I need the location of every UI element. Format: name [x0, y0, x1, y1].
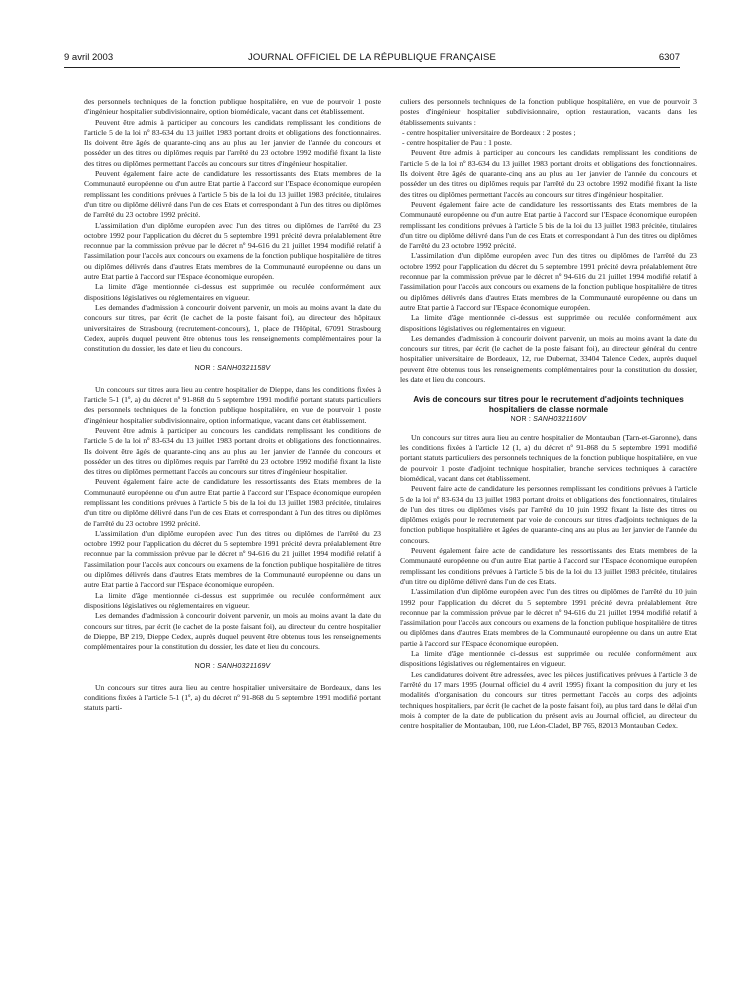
paragraph: Un concours sur titres aura lieu au centre hospitalier de Dieppe, dans les conditions fixées à l'article 5-1 (1º, a) du décret nº 91-868 du 5 septembre 1991 modifié portant statuts particuliers des personnels techniques de la fonction publique hospitalière, en vue de pourvoir 1 poste d'ingénieur hospitalier subdivisionnaire, option informatique, vacant dans cet établissement. [84, 384, 381, 425]
nor-reference [84, 364, 381, 374]
paragraph: Les demandes d'admission à concourir doivent parvenir, un mois au moins avant la date du concours sur titres, par écrit (le cachet de la poste faisant foi), au directeur général du centre hospitalier universitaire de Bordeaux, 12, rue Dubernat, 33404 Talence Cedex, auprès duquel peuvent être obtenus tous les renseignements complémentaires pour la constitution du dossier, les date et lieu du concours. [400, 333, 697, 385]
header-rule [64, 67, 680, 68]
list-item: - centre hospitalier universitaire de Bordeaux : 2 postes ; [402, 127, 576, 137]
paragraph: Un concours sur titres aura lieu au centre hospitalier de Montauban (Tarn-et-Garonne), dans les conditions fixées à l'article 12 (1, a) du décret nº 91-868 du 5 septembre 1991 modifié portant statuts particuliers des personnels techniques de la fonction publique hospitalière, en vue de pourvoir 1 poste d'adjoint technique hospitalier, branche services techniques à caractère biomédical, vacant dans cet établissement. [400, 432, 697, 483]
paragraph: La limite d'âge mentionnée ci-dessus est supprimée ou reculée conformément aux dispositions législatives ou réglementaires en vigueur. [400, 313, 697, 333]
right-column [400, 97, 697, 990]
issue-date: 9 avril 2003 [64, 52, 114, 63]
paragraph: culiers des personnels techniques de la fonction publique hospitalière, en vue de pourvoir 3 postes d'ingénieur hospitalier subdivisionnaire, option restauration, vacants dans les établissements suivants : [400, 97, 697, 127]
paragraph: Peuvent être admis à participer au concours les candidats remplissant les conditions de l'article 5 de la loi nº 83-634 du 13 juillet 1983 portant droits et obligations des fonctionnaires. Ils doivent être âgés de quarante-cinq ans au plus au 1er janvier de l'année du concours et posséder un des titres ou diplômes requis par l'arrêté du 23 octobre 1992 modifié fixant la liste des titres ou diplômes permettant l'accès au concours sur titres d'ingénieur hospitalier. [84, 117, 381, 168]
left-column [84, 97, 381, 990]
journal-title: JOURNAL OFFICIEL DE LA RÉPUBLIQUE FRANÇAISE [247, 52, 497, 63]
nor-code: SANH0321169V [217, 663, 271, 671]
paragraph: Les demandes d'admission à concourir doivent parvenir, un mois au moins avant la date du concours sur titres, par écrit (le cachet de la poste faisant foi), au directeur du centre hospitalier de Dieppe, BP 219, Dieppe Cedex, auprès duquel peuvent être obtenus tous les renseignements complémentaires pour la constitution du dossier, les date et lieu du concours. [84, 611, 381, 652]
nor-reference [400, 415, 697, 425]
paragraph: La limite d'âge mentionnée ci-dessus est supprimée ou reculée conformément aux dispositions législatives ou réglementaires en vigueur. [84, 282, 381, 302]
nor-reference [84, 662, 381, 672]
paragraph: Peuvent faire acte de candidature les personnes remplissant les conditions prévues à l'article 5 de la loi nº 83-634 du 13 juillet 1983 portant droits et obligations des fonctionnaires, titulaires de l'un des titres ou diplômes visés par l'arrêté du 10 juin 1992 fixant la liste des titres ou diplômes exigés pour le recrutement par voie de concours sur titres d'adjoints techniques de la fonction publique hospitalière et âgées de quarante-cinq ans au plus au 1er janvier de l'année du concours. [400, 484, 697, 545]
nor-code: SANH0321158V [217, 365, 271, 373]
paragraph: Peuvent également faire acte de candidature les ressortissants des Etats membres de la Communauté européenne ou d'un autre Etat partie à l'accord sur l'Espace économique européen remplissant les conditions prévues à l'article 5 bis de la loi du 13 juillet 1983 précitée, titulaires d'un titre ou diplôme délivré dans l'un de ces Etats et correspondant à l'un des titres ou diplômes de l'arrêté du 23 octobre 1992 précité. [84, 477, 381, 528]
notice-title: Avis de concours sur titres pour le recrutement d'adjoints techniques hospitaliers de classe normale [413, 395, 684, 414]
paragraph: Peuvent également faire acte de candidature les ressortissants des Etats membres de la Communauté européenne ou d'un autre Etat partie à l'accord sur l'Espace économique européen remplissant les conditions prévues à l'article 5 bis de la loi du 13 juillet 1983 précitée, titulaires d'un titre ou diplôme délivré dans l'un de ces Etats et correspondant à l'un des titres ou diplômes de l'arrêté du 23 octobre 1992 précité. [400, 199, 697, 251]
paragraph: des personnels techniques de la fonction publique hospitalière, en vue de pourvoir 1 poste d'ingénieur hospitalier subdivisionnaire, option biomédicale, vacant dans cet établissement. [84, 97, 381, 117]
paragraph: L'assimilation d'un diplôme européen avec l'un des titres ou diplômes de l'arrêté du 23 octobre 1992 pour l'application du décret du 5 septembre 1991 précité devra préalablement être reconnue par la commission prévue par le décret nº 94-616 du 21 juillet 1994 modifié relatif à l'assimilation pour l'accès aux concours ou examens de la fonction publique hospitalière de titres ou diplômes délivrés dans d'autres Etats membres de la Communauté européenne ou dans un autre Etat partie à l'accord sur l'Espace économique européen. [400, 251, 697, 312]
page-header [64, 50, 680, 68]
paragraph: La limite d'âge mentionnée ci-dessus est supprimée ou reculée conformément aux dispositions législatives ou réglementaires en vigueur. [84, 590, 381, 610]
paragraph: Un concours sur titres aura lieu au centre hospitalier universitaire de Bordeaux, dans les conditions fixées à l'article 5-1 (1º, a) du décret nº 91-868 du 5 septembre 1991 modifié portant statuts parti- [84, 682, 381, 713]
list-item: - centre hospitalier de Pau : 1 poste. [402, 138, 512, 148]
nor-label: NOR : [510, 415, 532, 423]
paragraph: Peuvent être admis à participer au concours les candidats remplissant les conditions de l'article 5 de la loi nº 83-634 du 13 juillet 1983 portant droits et obligations des fonctionnaires. Ils doivent être âgés de quarante-cinq ans au plus au 1er janvier de l'année du concours et posséder un des titres ou diplômes requis par l'arrêté du 23 octobre 1992 modifié fixant la liste des titres ou diplômes permettant l'accès au concours sur titres d'ingénieur hospitalier. [84, 425, 381, 477]
nor-code: SANH0321160V [533, 415, 587, 423]
paragraph: Peuvent également faire acte de candidature les ressortissants des Etats membres de la Communauté européenne ou d'un autre Etat partie à l'accord sur l'Espace économique européen remplissant les conditions prévues à l'article 5 bis de la loi du 13 juillet 1983 précitée, titulaires d'un titre ou diplôme délivré dans l'un de ces Etats et correspondant à l'un des titres ou diplômes de l'arrêté du 23 octobre 1992 précité. [84, 169, 381, 220]
paragraph: La limite d'âge mentionnée ci-dessus est supprimée ou reculée conformément aux dispositions législatives ou réglementaires en vigueur. [400, 649, 697, 669]
paragraph: L'assimilation d'un diplôme européen avec l'un des titres ou diplômes de l'arrêté du 23 octobre 1992 pour l'application du décret du 5 septembre 1991 précité devra préalablement être reconnue par la commission prévue par le décret nº 94-616 du 21 juillet 1994 modifié relatif à l'assimilation pour l'accès aux concours ou examens de la fonction publique hospitalière de titres ou diplômes délivrés dans d'autres Etats membres de la Communauté européenne ou dans un autre Etat partie à l'accord sur l'Espace économique européen. [84, 220, 381, 282]
nor-label: NOR : [194, 663, 216, 671]
paragraph: L'assimilation d'un diplôme européen avec l'un des titres ou diplômes de l'arrêté du 23 octobre 1992 pour l'application du décret du 5 septembre 1991 précité devra préalablement être reconnue par la commission prévue par le décret nº 94-616 du 21 juillet 1994 modifié relatif à l'assimilation pour l'accès aux concours ou examens de la fonction publique hospitalière de titres ou diplômes délivrés dans d'autres Etats membres de la Communauté européenne ou dans un autre Etat partie à l'accord sur l'Espace économique européen. [84, 528, 381, 590]
paragraph: Peuvent également faire acte de candidature les ressortissants des Etats membres de la Communauté européenne ou d'un autre Etat partie à l'accord sur l'Espace économique européen remplissant les conditions prévues à l'article 5 bis de la loi du 13 juillet 1983 précitée, titulaires d'un titre ou diplôme délivré dans l'un de ces Etats. [400, 546, 697, 586]
paragraph: Les demandes d'admission à concourir doivent parvenir, un mois au moins avant la date du concours sur titres, par écrit (le cachet de la poste faisant foi), au directeur des hôpitaux universitaires de Strasbourg (recrutement-concours), 1, place de l'Hôpital, 67091 Strasbourg Cedex, auprès duquel peuvent être obtenus tous les renseignements complémentaires pour la constitution du dossier, les date et lieu du concours. [84, 302, 381, 354]
nor-label: NOR : [194, 365, 216, 373]
paragraph: Les candidatures doivent être adressées, avec les pièces justificatives prévues à l'article 3 de l'arrêté du 17 mars 1995 (Journal officiel du 4 avril 1995) fixant la composition du jury et les modalités d'organisation du concours sur titres permettant l'accès au corps des adjoints techniques hospitaliers, par écrit (le cachet de la poste faisant foi), au plus tard dans le délai d'un mois à compter de la date de publication du présent avis au Journal officiel, au directeur du centre hospitalier de Montauban, 100, rue Léon-Cladel, BP 765, 82013 Montauban Cedex. [400, 669, 697, 731]
paragraph: L'assimilation d'un diplôme européen avec l'un des titres ou diplômes de l'arrêté du 10 juin 1992 pour l'application du décret du 5 septembre 1991 précité devra préalablement être reconnue par la commission prévue par le décret nº 94-616 du 21 juillet 1994 modifié relatif à l'assimilation pour l'accès aux concours ou examens de la fonction publique hospitalière de titres ou diplômes dans d'autres Etats membres de la Communauté européenne ou dans un autre Etat partie à l'accord sur l'Espace économique européen. [400, 587, 697, 648]
paragraph: Peuvent être admis à participer au concours les candidats remplissant les conditions de l'article 5 de la loi nº 83-634 du 13 juillet 1983 portant droits et obligations des fonctionnaires. Ils doivent être âgés de quarante-cinq ans au plus au 1er janvier de l'année du concours et posséder un des titres ou diplômes requis par l'arrêté du 23 octobre 1992 modifié fixant la liste des titres ou diplômes permettant l'accès au concours sur titres d'ingénieur hospitalier. [400, 148, 697, 199]
page-number: 6307 [658, 52, 680, 63]
